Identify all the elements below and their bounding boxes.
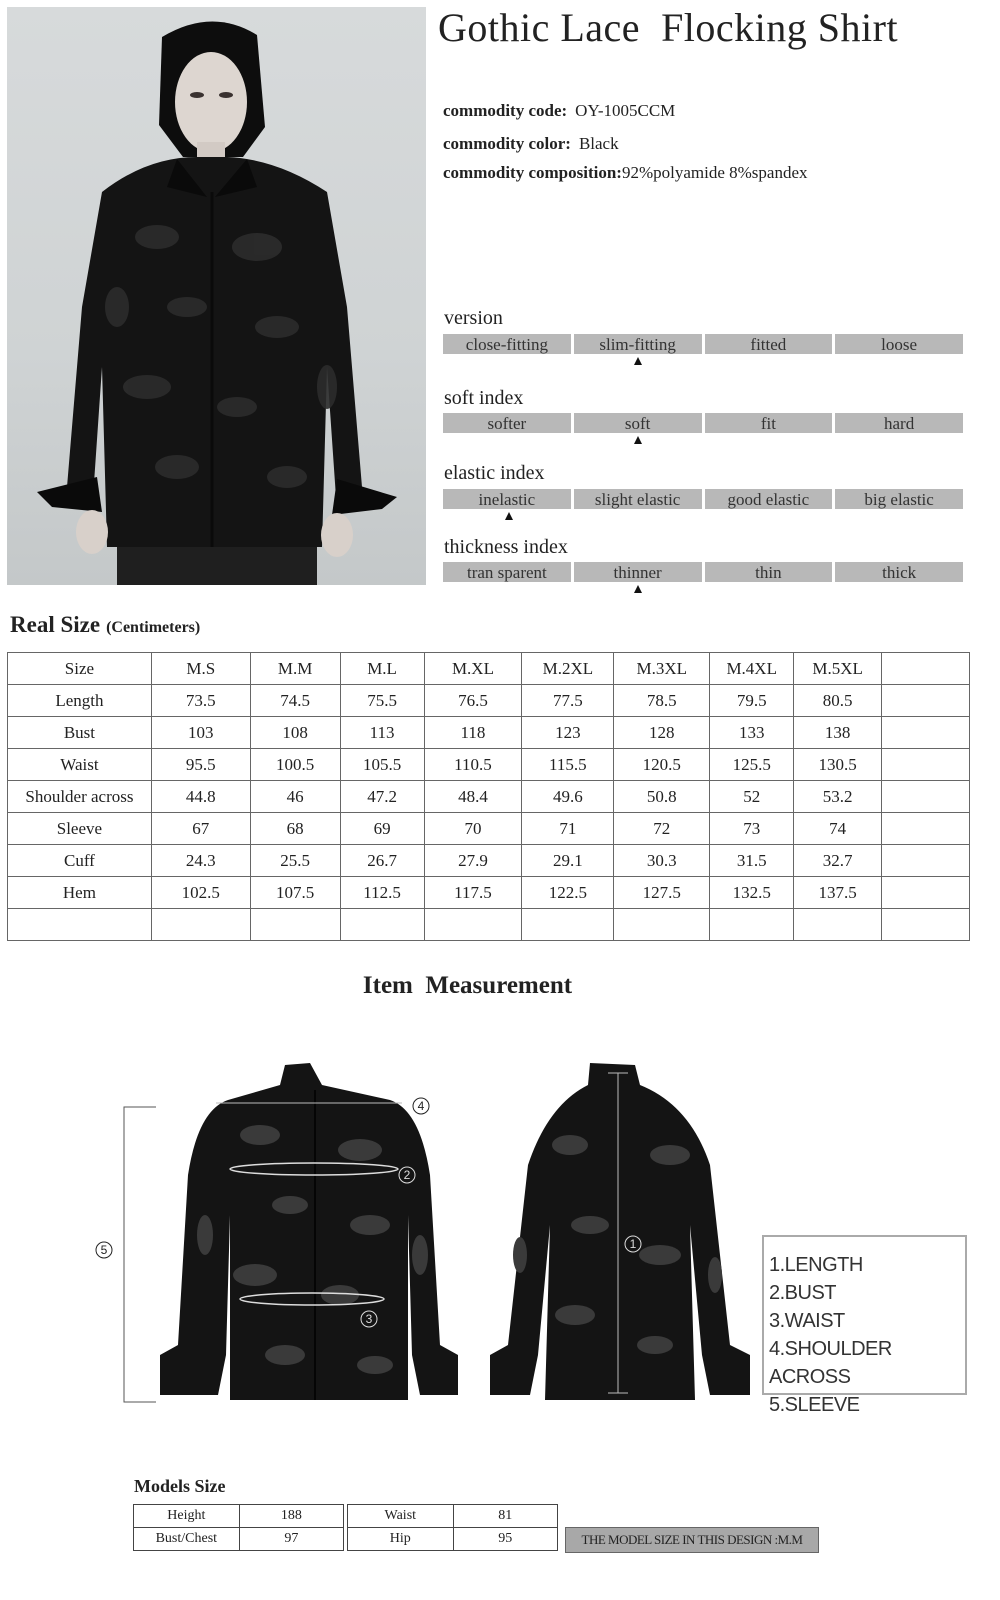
table-cell: 117.5 [424, 877, 522, 909]
table-cell: 112.5 [340, 877, 424, 909]
table-row [8, 845, 970, 877]
row-label: Hem [8, 877, 152, 909]
table-cell: 97 [239, 1528, 343, 1551]
spec-value: 92%polyamide 8%spandex [621, 163, 808, 182]
table-row [134, 1528, 344, 1551]
table-cell: 69 [340, 813, 424, 845]
table-cell: 103 [151, 717, 250, 749]
table-cell [340, 909, 424, 941]
table-cell: 27.9 [424, 845, 522, 877]
scale-option: hard [835, 413, 963, 433]
table-cell: 118 [424, 717, 522, 749]
header-cell: M.4XL [710, 653, 794, 685]
table-cell: 68 [250, 813, 340, 845]
row-label: Length [8, 685, 152, 717]
table-cell: 120.5 [614, 749, 710, 781]
scale-option: tran sparent [443, 562, 571, 582]
models-size-title: Models Size [134, 1476, 226, 1496]
table-cell: 77.5 [522, 685, 614, 717]
table-cell: 79.5 [710, 685, 794, 717]
table-cell [424, 909, 522, 941]
soft-index-label: soft index [444, 387, 524, 409]
scale-option: fitted [705, 334, 833, 354]
header-cell: M.2XL [522, 653, 614, 685]
real-size-heading: Real Size [10, 612, 101, 637]
table-cell [882, 685, 970, 717]
measurement-diagram [90, 1055, 760, 1415]
table-cell [882, 845, 970, 877]
table-cell: Waist [348, 1505, 454, 1528]
table-cell: 74.5 [250, 685, 340, 717]
table-cell: 138 [794, 717, 882, 749]
table-cell [882, 781, 970, 813]
scale-option: inelastic [443, 489, 571, 509]
spec-value: OY-1005CCM [575, 101, 676, 120]
row-label: Shoulder across [8, 781, 152, 813]
table-cell: 95 [453, 1528, 557, 1551]
table-cell [710, 909, 794, 941]
header-cell: Size [8, 653, 152, 685]
table-cell: 113 [340, 717, 424, 749]
header-cell [882, 653, 970, 685]
table-cell: 32.7 [794, 845, 882, 877]
spec-code [443, 101, 675, 121]
scale-option: big elastic [835, 489, 963, 509]
table-cell: 100.5 [250, 749, 340, 781]
soft-index-marker [634, 436, 642, 444]
product-photo [7, 7, 426, 585]
row-label: Cuff [8, 845, 152, 877]
measurement-legend [762, 1235, 967, 1416]
back-shirt-drawing [490, 1063, 750, 1400]
table-cell [882, 909, 970, 941]
spec-label: commodity code: [443, 101, 568, 120]
marker-4-label: 4 [417, 1099, 425, 1113]
table-row [8, 877, 970, 909]
table-cell: 188 [239, 1505, 343, 1528]
table-cell: 102.5 [151, 877, 250, 909]
table-row [8, 813, 970, 845]
scale-option: fit [705, 413, 833, 433]
table-cell: 72 [614, 813, 710, 845]
table-cell: 128 [614, 717, 710, 749]
table-cell [250, 909, 340, 941]
table-cell: 127.5 [614, 877, 710, 909]
table-row [134, 1505, 344, 1528]
table-cell: 31.5 [710, 845, 794, 877]
table-cell: 44.8 [151, 781, 250, 813]
table-cell: 110.5 [424, 749, 522, 781]
table-cell: 133 [710, 717, 794, 749]
scale-option: thick [835, 562, 963, 582]
size-table [7, 652, 970, 941]
legend-item: 2.BUST [769, 1282, 837, 1304]
table-cell [522, 909, 614, 941]
legend-item: 5.SLEEVE [769, 1394, 860, 1416]
table-cell: 115.5 [522, 749, 614, 781]
models-table-left [133, 1504, 344, 1551]
spec-color [443, 134, 619, 154]
scale-option: thin [705, 562, 833, 582]
marker-2-label: 2 [403, 1168, 411, 1182]
models-table-right [347, 1504, 558, 1551]
product-title: Gothic Lace Flocking Shirt [438, 5, 899, 50]
thickness-index-marker [634, 585, 642, 593]
table-cell: 75.5 [340, 685, 424, 717]
version-marker [634, 357, 642, 365]
elastic-index-label: elastic index [444, 462, 545, 484]
scale-option: thinner [574, 562, 702, 582]
table-cell: 74 [794, 813, 882, 845]
table-cell: Hip [348, 1528, 454, 1551]
real-size-unit: (Centimeters) [106, 619, 201, 636]
table-cell: 53.2 [794, 781, 882, 813]
table-cell: Bust/Chest [134, 1528, 240, 1551]
scale-option: good elastic [705, 489, 833, 509]
table-cell [794, 909, 882, 941]
header-cell: M.L [340, 653, 424, 685]
header-cell: M.XL [424, 653, 522, 685]
table-row [8, 717, 970, 749]
scale-option: soft [574, 413, 702, 433]
header-cell: M.M [250, 653, 340, 685]
header-cell: M.3XL [614, 653, 710, 685]
elastic-index-scale [443, 489, 963, 509]
table-cell: 107.5 [250, 877, 340, 909]
version-scale [443, 334, 963, 354]
row-label: Waist [8, 749, 152, 781]
marker-5-label: 5 [100, 1243, 108, 1257]
table-cell: Height [134, 1505, 240, 1528]
real-size-title [10, 612, 200, 638]
scale-option: close-fitting [443, 334, 571, 354]
table-cell: 29.1 [522, 845, 614, 877]
table-cell: 80.5 [794, 685, 882, 717]
thickness-index-scale [443, 562, 963, 582]
table-cell: 30.3 [614, 845, 710, 877]
table-cell: 73.5 [151, 685, 250, 717]
table-cell: 26.7 [340, 845, 424, 877]
table-cell [614, 909, 710, 941]
table-row [8, 685, 970, 717]
spec-label: commodity composition: [443, 163, 622, 182]
row-label: Bust [8, 717, 152, 749]
table-cell: 71 [522, 813, 614, 845]
front-shirt-drawing [160, 1063, 458, 1400]
table-cell: 122.5 [522, 877, 614, 909]
table-cell: 81 [453, 1505, 557, 1528]
soft-index-scale [443, 413, 963, 433]
table-cell: 49.6 [522, 781, 614, 813]
header-cell: M.S [151, 653, 250, 685]
table-row [8, 781, 970, 813]
table-cell: 78.5 [614, 685, 710, 717]
table-row [348, 1505, 558, 1528]
table-cell: 73 [710, 813, 794, 845]
model-size-note: THE MODEL SIZE IN THIS DESIGN :M.M [565, 1527, 819, 1553]
table-cell: 24.3 [151, 845, 250, 877]
table-cell: 50.8 [614, 781, 710, 813]
scale-option: slim-fitting [574, 334, 702, 354]
table-cell: 52 [710, 781, 794, 813]
table-cell: 67 [151, 813, 250, 845]
table-row [8, 749, 970, 781]
spec-composition [443, 163, 808, 183]
row-label: Sleeve [8, 813, 152, 845]
marker-1-label: 1 [629, 1237, 637, 1251]
row-label [8, 909, 152, 941]
spec-value: Black [578, 134, 619, 153]
version-label: version [444, 307, 503, 329]
scale-option: loose [835, 334, 963, 354]
table-cell [882, 813, 970, 845]
table-cell: 48.4 [424, 781, 522, 813]
thickness-index-label: thickness index [444, 536, 568, 558]
legend-item: 1.LENGTH [769, 1254, 863, 1276]
elastic-index-marker [505, 512, 513, 520]
table-header-row [8, 653, 970, 685]
table-cell: 105.5 [340, 749, 424, 781]
marker-3-label: 3 [365, 1312, 373, 1326]
table-cell [882, 749, 970, 781]
table-cell: 130.5 [794, 749, 882, 781]
table-cell: 76.5 [424, 685, 522, 717]
measurement-title: Item Measurement [362, 972, 573, 999]
legend-item: 4.SHOULDER ACROSS [769, 1338, 892, 1388]
table-cell: 108 [250, 717, 340, 749]
table-cell [882, 877, 970, 909]
table-cell: 95.5 [151, 749, 250, 781]
table-cell: 132.5 [710, 877, 794, 909]
table-row [8, 909, 970, 941]
table-cell: 125.5 [710, 749, 794, 781]
legend-item: 3.WAIST [769, 1310, 845, 1332]
table-cell [882, 717, 970, 749]
table-row [348, 1528, 558, 1551]
header-cell: M.5XL [794, 653, 882, 685]
table-cell: 46 [250, 781, 340, 813]
table-cell: 25.5 [250, 845, 340, 877]
table-cell: 70 [424, 813, 522, 845]
table-cell: 123 [522, 717, 614, 749]
scale-option: slight elastic [574, 489, 702, 509]
table-cell: 47.2 [340, 781, 424, 813]
scale-option: softer [443, 413, 571, 433]
table-cell: 137.5 [794, 877, 882, 909]
spec-label: commodity color: [443, 134, 571, 153]
table-cell [151, 909, 250, 941]
